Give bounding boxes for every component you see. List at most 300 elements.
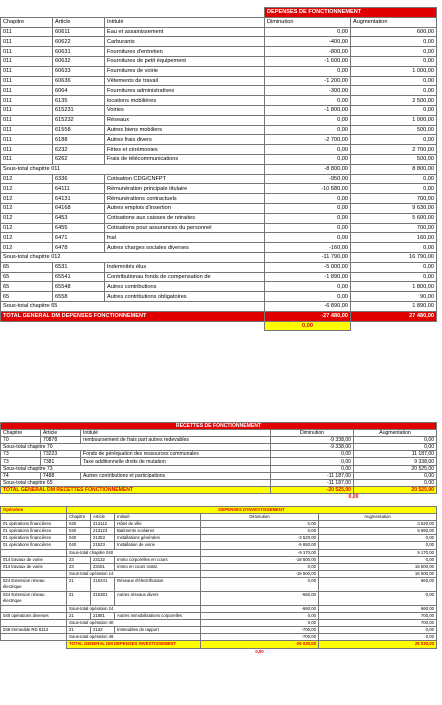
diminution-cell: -160,00 (265, 243, 351, 253)
diminution-cell: 0,00 (201, 613, 319, 620)
chapitre-cell: 011 (1, 154, 53, 164)
diminution-cell: -18 500,00 (201, 556, 319, 563)
operation-cell (1, 605, 67, 612)
article-cell: 64168 (53, 203, 105, 213)
diminution-cell: 0,00 (265, 115, 351, 125)
article-cell: 6471 (53, 233, 105, 243)
table-title: DEPENSES D'INVESTISSEMENT (67, 507, 437, 514)
article-cell: 615231 (53, 105, 105, 115)
augmentation-cell: 0,00 (351, 184, 437, 194)
table-row (1, 262, 437, 272)
article-cell: 215381 (91, 591, 115, 605)
subtotal-row (1, 549, 437, 556)
chapitre-cell: 21 (67, 627, 91, 634)
operation-cell: 024 Extension réseau électrique (1, 577, 67, 591)
operation-cell: 01 opérations financières (1, 528, 67, 535)
table-title: DEPENSES DE FONCTIONNEMENT (265, 8, 437, 18)
intitule-cell: Autres charges sociales diverses (105, 243, 265, 253)
article-cell: 6453 (53, 213, 105, 223)
table-row (1, 135, 437, 145)
article-cell: 64111 (53, 184, 105, 194)
diminution-cell: 0,00 (265, 125, 351, 135)
augmentation-cell: 0,00 (354, 479, 437, 486)
subtotal-label: Sous-total opération 14 (67, 570, 201, 577)
subtotal-label: Sous-total opération 49 (67, 634, 201, 641)
subtotal-label: Sous-total chapitre 65 (1, 301, 265, 311)
article-cell: 65548 (53, 282, 105, 292)
table-row (1, 174, 437, 184)
subtotal-row (1, 479, 437, 486)
operation-cell: 014 travaux de voirie (1, 563, 67, 570)
table-row (1, 27, 437, 37)
diminution-cell: 0,00 (265, 203, 351, 213)
chapitre-cell: 74 (1, 472, 41, 479)
augmentation-cell: 5 600,00 (351, 213, 437, 223)
chapitre-cell: 040 (67, 542, 91, 549)
intitule-cell: Immo en cours instal, (115, 563, 201, 570)
subtotal-row (1, 164, 437, 174)
augmentation-cell: 660,00 (319, 605, 437, 612)
depenses-investissement-table (0, 506, 437, 655)
chapitre-cell: 23 (67, 563, 91, 570)
column-header: Article (91, 514, 115, 521)
augmentation-cell: 0,00 (354, 437, 437, 444)
augmentation-cell: 18 500,00 (319, 563, 437, 570)
augmentation-cell: 9 630,00 (351, 203, 437, 213)
table-row (1, 115, 437, 125)
augmentation-cell: 5 650,00 (319, 528, 437, 535)
diminution-cell: -9 338,00 (271, 437, 354, 444)
article-cell: 6455 (53, 223, 105, 233)
table-row (1, 556, 437, 563)
operation-cell: 01 opérations financières (1, 535, 67, 542)
table-row (1, 125, 437, 135)
intitule-cell: Cotisation CDG/CNFPT (105, 174, 265, 184)
table-body (1, 437, 437, 487)
diminution-cell: 0,00 (265, 292, 351, 302)
chapitre-cell: 012 (1, 243, 53, 253)
column-header: Opération (1, 507, 67, 514)
table-row (1, 105, 437, 115)
intitule-cell: Indemnités élus (105, 262, 265, 272)
intitule-cell: locations mobilières (105, 96, 265, 106)
article-cell: 6478 (53, 243, 105, 253)
augmentation-cell: 160,00 (351, 233, 437, 243)
chapitre-cell: 012 (1, 223, 53, 233)
augmentation-cell: 1 000,00 (351, 66, 437, 76)
article-cell: 6531 (53, 262, 105, 272)
diminution-cell: -6 890,00 (265, 301, 351, 311)
column-header: Article (41, 430, 81, 437)
article-cell: 60611 (53, 27, 105, 37)
diminution-cell: 0,00 (201, 620, 319, 627)
article-cell: 6336 (53, 174, 105, 184)
subtotal-label: Sous-total chapitre 70 (1, 444, 271, 451)
augmentation-cell: 9 338,00 (354, 458, 437, 465)
article-cell: 70878 (41, 437, 81, 444)
diminution-cell: 0,00 (265, 145, 351, 155)
augmentation-cell: 0,00 (351, 37, 437, 47)
total-augmentation: 20 525,00 (354, 486, 437, 493)
operation-cell: 014 travaux de voirie (1, 556, 67, 563)
augmentation-cell: 1 000,00 (351, 115, 437, 125)
augmentation-cell: 2 700,00 (351, 145, 437, 155)
table-row (1, 528, 437, 535)
column-header: Augmentation (319, 514, 437, 521)
table-row (1, 233, 437, 243)
subtotal-row (1, 620, 437, 627)
augmentation-cell: 8 800,00 (351, 164, 437, 174)
diminution-cell: 0,00 (271, 465, 354, 472)
chapitre-cell: 011 (1, 37, 53, 47)
column-header: Chapitre (1, 430, 41, 437)
diminution-cell: -700,00 (201, 627, 319, 634)
table-row (1, 154, 437, 164)
article-cell: 7488 (41, 472, 81, 479)
intitule-cell: Carburants (105, 37, 265, 47)
table-body (1, 27, 437, 311)
article-cell: 60622 (53, 37, 105, 47)
chapitre-cell: 73 (1, 458, 41, 465)
chapitre-cell: 012 (1, 203, 53, 213)
augmentation-cell: 600,00 (351, 27, 437, 37)
augmentation-cell: 0,00 (319, 542, 437, 549)
table-row (1, 458, 437, 465)
augmentation-cell: 1 800,00 (351, 282, 437, 292)
intitule-cell: Autres contributions obligatoires (105, 292, 265, 302)
table-row (1, 577, 437, 591)
operation-cell: 049 Immeuble RD 6113 (1, 627, 67, 634)
intitule-cell: Fournitures de voirie (105, 66, 265, 76)
table-row (1, 272, 437, 282)
diminution-cell: -300,00 (265, 86, 351, 96)
column-header: Diminution (271, 430, 354, 437)
intitule-cell: Voiries (105, 105, 265, 115)
chapitre-cell: 011 (1, 56, 53, 66)
subtotal-label: Sous-total chapitre 73 (1, 465, 271, 472)
augmentation-cell: 700,00 (351, 223, 437, 233)
chapitre-cell: 011 (1, 96, 53, 106)
table-row (1, 243, 437, 253)
diminution-cell: -1 600,00 (265, 56, 351, 66)
depenses-fonctionnement-table (0, 7, 437, 331)
subtotal-row (1, 444, 437, 451)
article-cell: 6558 (53, 292, 105, 302)
chapitre-cell: 21 (67, 591, 91, 605)
augmentation-cell: 16 790,00 (351, 252, 437, 262)
operation-cell: 01 opérations financières (1, 542, 67, 549)
diminution-cell: 0,00 (265, 282, 351, 292)
chapitre-cell: 040 (67, 528, 91, 535)
article-cell: 615232 (53, 115, 105, 125)
article-cell: 6135 (53, 96, 105, 106)
intitule-cell: Réseaux d'électrification (115, 577, 201, 591)
balance-value: 0,00 (255, 648, 264, 654)
diminution-cell: 0,00 (201, 563, 319, 570)
article-cell: 23151 (91, 563, 115, 570)
diminution-cell: -5 650,00 (201, 542, 319, 549)
chapitre-cell: 70 (1, 437, 41, 444)
intitule-cell: Batiments scolaires (115, 528, 201, 535)
augmentation-cell: 0,00 (319, 627, 437, 634)
table-row (1, 203, 437, 213)
diminution-cell: -400,00 (265, 37, 351, 47)
augmentation-cell: 18 500,00 (319, 570, 437, 577)
table-row (1, 613, 437, 620)
total-diminution: -27 480,00 (265, 311, 351, 321)
table-row (1, 76, 437, 86)
article-cell: 6188 (53, 135, 105, 145)
column-header: Intitulé (115, 514, 201, 521)
intitule-cell: Installation de voirie (115, 542, 201, 549)
diminution-cell: -950,00 (265, 174, 351, 184)
intitule-cell: Taxe additionnelle droits de mutation (81, 458, 271, 465)
diminution-cell: -9 170,00 (201, 549, 319, 556)
total-label: TOTAL GENERAL DM DEPENSES FONCTIONNEMENT (1, 311, 265, 321)
augmentation-cell: 20 525,00 (354, 465, 437, 472)
diminution-cell: 0,00 (265, 96, 351, 106)
augmentation-cell: 0,00 (354, 472, 437, 479)
intitule-cell: Fournitures administratives (105, 86, 265, 96)
augmentation-cell: 0,00 (351, 47, 437, 57)
chapitre-cell: 012 (1, 184, 53, 194)
table-row (1, 213, 437, 223)
diminution-cell: 0,00 (201, 577, 319, 591)
augmentation-cell: 2 500,00 (351, 96, 437, 106)
augmentation-cell: 0,00 (351, 86, 437, 96)
augmentation-cell: 0,00 (351, 243, 437, 253)
operation-cell: 01 opérations financières (1, 521, 67, 528)
augmentation-cell: 9 170,00 (319, 549, 437, 556)
column-header: Chapitre (67, 514, 91, 521)
subtotal-row (1, 301, 437, 311)
diminution-cell: -11 187,00 (271, 472, 354, 479)
operation-cell (1, 570, 67, 577)
column-header: Intitulé (105, 17, 265, 27)
augmentation-cell: 0,00 (319, 634, 437, 641)
augmentation-cell: 0,00 (319, 535, 437, 542)
chapitre-cell: 011 (1, 135, 53, 145)
intitule-cell: Rémunérations contractuels (105, 194, 265, 204)
chapitre-cell: 65 (1, 282, 53, 292)
augmentation-cell: 0,00 (351, 105, 437, 115)
subtotal-label: Sous-total chapitre 040 (67, 549, 201, 556)
diminution-cell: -660,00 (201, 591, 319, 605)
intitule-cell: Autres contributions et participations (81, 472, 271, 479)
augmentation-cell: 700,00 (351, 194, 437, 204)
augmentation-cell: 0,00 (351, 262, 437, 272)
total-label: TOTAL GENERAL DM RECETTES FONCTIONNEMENT (1, 486, 271, 493)
subtotal-label: Sous-total chapitre 011 (1, 164, 265, 174)
total-augmentation: 27 480,00 (351, 311, 437, 321)
article-cell: 213112 (91, 521, 115, 528)
diminution-cell: -700,00 (201, 634, 319, 641)
intitule-cell: Autres contributions (105, 282, 265, 292)
diminution-cell: 0,00 (201, 521, 319, 528)
balance-value: 0,00 (265, 321, 351, 331)
chapitre-cell: 011 (1, 27, 53, 37)
article-cell: 61558 (53, 125, 105, 135)
total-augmentation: 29 030,00 (319, 641, 437, 648)
article-cell: 6262 (53, 154, 105, 164)
article-cell: 60633 (53, 66, 105, 76)
intitule-cell: Hôtel de ville (115, 521, 201, 528)
intitule-cell: Frais de télécommunications (105, 154, 265, 164)
article-cell: 215341 (91, 577, 115, 591)
table-title: RECETTES DE FONCTIONNEMENT (1, 423, 437, 430)
diminution-cell: -1 800,00 (265, 105, 351, 115)
total-diminution: -29 030,00 (201, 641, 319, 648)
diminution-cell: 0,00 (265, 154, 351, 164)
chapitre-cell: 011 (1, 76, 53, 86)
article-cell: 7381 (41, 458, 81, 465)
table-row (1, 563, 437, 570)
table-body (1, 521, 437, 641)
augmentation-cell: 90,00 (351, 292, 437, 302)
recettes-fonctionnement-table (0, 422, 437, 501)
chapitre-cell: 012 (1, 174, 53, 184)
operation-cell (1, 549, 67, 556)
table-row (1, 472, 437, 479)
diminution-cell: -3 520,00 (201, 535, 319, 542)
subtotal-row (1, 252, 437, 262)
intitule-cell: Immeubles de rapport (115, 627, 201, 634)
diminution-cell: 0,00 (265, 213, 351, 223)
total-label: TOTAL GENERAL DM DEPENSES INVESTISSEMENT (67, 641, 201, 648)
table-row (1, 542, 437, 549)
intitule-cell: Autres biens mobiliers (105, 125, 265, 135)
chapitre-cell: 65 (1, 272, 53, 282)
chapitre-cell: 011 (1, 47, 53, 57)
intitule-cell: Fournitures d'entretien (105, 47, 265, 57)
article-cell: 21523 (91, 542, 115, 549)
intitule-cell: Autres réseaux divers (115, 591, 201, 605)
intitule-cell: Autres immobilisations corporelles (115, 613, 201, 620)
operation-cell (1, 634, 67, 641)
chapitre-cell: 011 (1, 105, 53, 115)
augmentation-cell: 0,00 (351, 174, 437, 184)
diminution-cell: -11 790,00 (265, 252, 351, 262)
article-cell: 60636 (53, 76, 105, 86)
subtotal-row (1, 465, 437, 472)
diminution-cell: -9 338,00 (271, 444, 354, 451)
intitule-cell: Cotisations pour assurances du personnel (105, 223, 265, 233)
table-row (1, 282, 437, 292)
table-row (1, 86, 437, 96)
table-row (1, 66, 437, 76)
subtotal-row (1, 570, 437, 577)
table-row (1, 451, 437, 458)
diminution-cell: -18 500,00 (201, 570, 319, 577)
table-row (1, 521, 437, 528)
article-cell: 6232 (53, 145, 105, 155)
augmentation-cell: 0,00 (319, 556, 437, 563)
article-cell: 73223 (41, 451, 81, 458)
augmentation-cell: 0,00 (319, 591, 437, 605)
chapitre-cell: 011 (1, 145, 53, 155)
subtotal-row (1, 634, 437, 641)
augmentation-cell: 0,00 (351, 135, 437, 145)
intitule-cell: Autres frais divers (105, 135, 265, 145)
chapitre-cell: 011 (1, 125, 53, 135)
table-row (1, 145, 437, 155)
intitule-cell: Autres emplois d'insertion (105, 203, 265, 213)
table-row (1, 223, 437, 233)
augmentation-cell: 1 890,00 (351, 301, 437, 311)
augmentation-cell: 0,00 (351, 56, 437, 66)
augmentation-cell: 700,00 (319, 613, 437, 620)
diminution-cell: -5 000,00 (265, 262, 351, 272)
column-header: Diminution (265, 17, 351, 27)
article-cell: 6064 (53, 86, 105, 96)
chapitre-cell: 040 (67, 521, 91, 528)
table-row (1, 591, 437, 605)
chapitre-cell: 65 (1, 262, 53, 272)
diminution-cell: -800,00 (265, 47, 351, 57)
subtotal-label: Sous-total opération 40 (67, 620, 201, 627)
article-cell: 213123 (91, 528, 115, 535)
table-row (1, 437, 437, 444)
subtotal-label: Sous-total opération 24 (67, 605, 201, 612)
chapitre-cell: 65 (1, 292, 53, 302)
diminution-cell: -1 890,00 (265, 272, 351, 282)
table-row (1, 627, 437, 634)
column-header: Article (53, 17, 105, 27)
intitule-cell: Installations générales (115, 535, 201, 542)
augmentation-cell: 500,00 (351, 125, 437, 135)
subtotal-label: Sous-total chapitre 012 (1, 252, 265, 262)
intitule-cell: Contributionau fonds de compensation de (105, 272, 265, 282)
chapitre-cell: 011 (1, 115, 53, 125)
chapitre-cell: 040 (67, 535, 91, 542)
intitule-cell: Réseaux (105, 115, 265, 125)
intitule-cell: remboursement de frais part autres redevables (81, 437, 271, 444)
subtotal-row (1, 605, 437, 612)
article-cell: 60632 (53, 56, 105, 66)
column-header: Intitulé (81, 430, 271, 437)
article-cell: 64131 (53, 194, 105, 204)
intitule-cell: Rémunération principale titulaire (105, 184, 265, 194)
chapitre-cell: 012 (1, 213, 53, 223)
operation-cell (1, 620, 67, 627)
chapitre-cell: 012 (1, 194, 53, 204)
intitule-cell: fnal (105, 233, 265, 243)
chapitre-cell: 011 (1, 66, 53, 76)
diminution-cell: 0,00 (271, 458, 354, 465)
column-header: Chapitre (1, 17, 53, 27)
diminution-cell: 0,00 (265, 66, 351, 76)
diminution-cell: -660,00 (201, 605, 319, 612)
intitule-cell: Fonds de péréquation des ressources communales (81, 451, 271, 458)
diminution-cell: 0,00 (201, 528, 319, 535)
article-cell: 60631 (53, 47, 105, 57)
intitule-cell: Eau et assainissement (105, 27, 265, 37)
chapitre-cell: 73 (1, 451, 41, 458)
augmentation-cell: 0,00 (354, 444, 437, 451)
augmentation-cell: 700,00 (319, 620, 437, 627)
intitule-cell: Immo corporelles en cours (115, 556, 201, 563)
diminution-cell: -11 187,00 (271, 479, 354, 486)
diminution-cell: 0,00 (265, 194, 351, 204)
column-header: Augmentation (354, 430, 437, 437)
table-row (1, 96, 437, 106)
article-cell: 21881 (91, 613, 115, 620)
augmentation-cell: 11 187,00 (354, 451, 437, 458)
table-row (1, 37, 437, 47)
augmentation-cell: 0,00 (351, 272, 437, 282)
intitule-cell: Vêtements de travail (105, 76, 265, 86)
diminution-cell: 0,00 (265, 223, 351, 233)
